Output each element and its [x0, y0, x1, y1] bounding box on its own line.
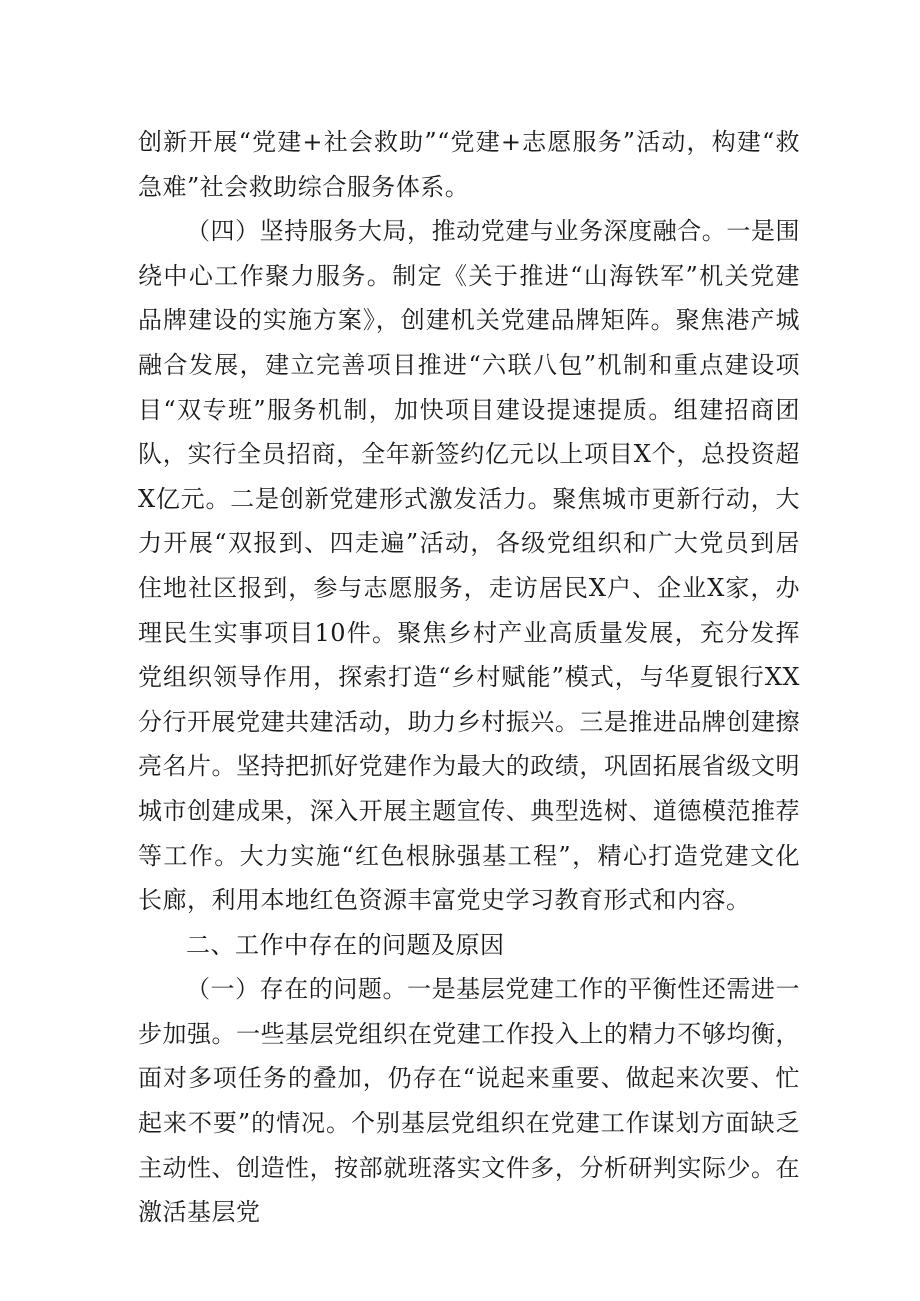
paragraph-section-four: （四）坚持服务大局，推动党建与业务深度融合。一是围绕中心工作聚力服务。制定《关于推进“山海铁军”机关党建品牌建设的实施方案》，创建机关党建品牌矩阵。聚焦港产城融合发展，建立完善项目推进“六联八包”机制和重点建设项目“双专班”服务机制，加快项目建设提速提质。组建招商团队，实行全员招商，全年新签约亿元以上项目X个，总投资超X亿元。二是创新党建形式激发活力。聚焦城市更新行动，大力开展“双报到、四走遍”活动，各级党组织和广大党员到居住地社区报到，参与志愿服务，走访居民X户、企业X家，办理民生实事项目10件。聚焦乡村产业高质量发展，充分发挥党组织领导作用，探索打造“乡村赋能”模式，与华夏银行XX分行开展党建共建活动，助力乡村振兴。三是推进品牌创建擦亮名片。坚持把抓好党建作为最大的政绩，巩固拓展省级文明城市创建成果，深入开展主题宣传、典型选树、道德模范推荐等工作。大力实施“红色根脉强基工程”，精心打造党建文化长廊，利用本地红色资源丰富党史学习教育形式和内容。 — [138, 217, 800, 915]
paragraph-existing-problems: （一）存在的问题。一是基层党建工作的平衡性还需进一步加强。一些基层党组织在党建工作投入上的精力不够均衡，面对多项任务的叠加，仍存在“说起来重要、做起来次要、忙起来不要”的情况。个别基层党组织在党建工作谋划方面缺乏主动性、创造性，按部就班落实文件多，分析研判实际少。在激活基层党 — [138, 975, 800, 1227]
section-heading-two: 二、工作中存在的问题及原因 — [186, 930, 505, 959]
document-body — [138, 120, 800, 1235]
paragraph-continuation: 创新开展“党建+社会救助”“党建+志愿服务”活动，构建“救急难”社会救助综合服务体系。 — [138, 128, 800, 201]
